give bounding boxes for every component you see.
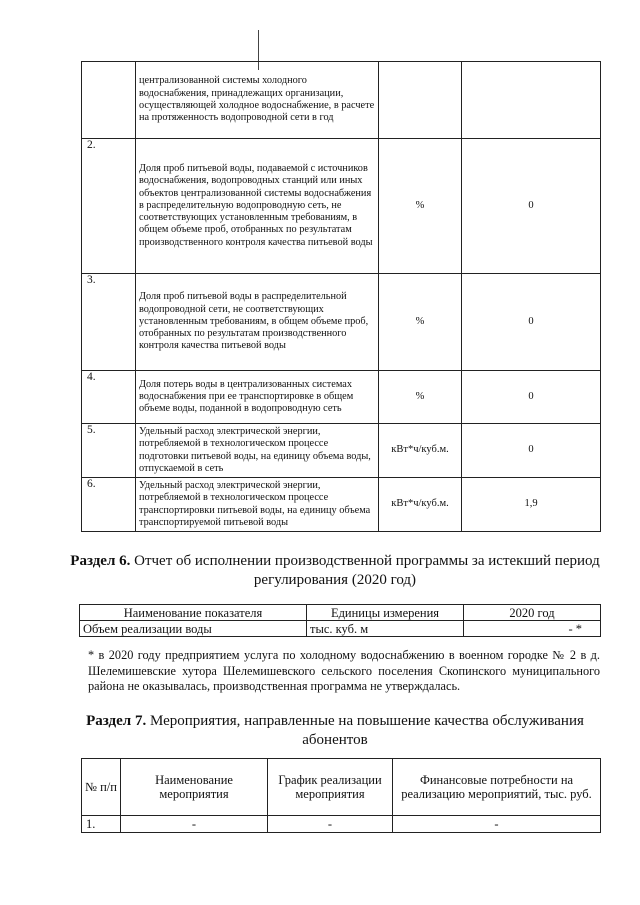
indicator-unit: [379, 62, 462, 139]
table-header-row: [82, 759, 601, 816]
table-cell: тыс. куб. м: [307, 621, 464, 637]
section-6-title: Отчет об исполнении производственной программы за истекший период регулирования (2020 год): [130, 553, 600, 588]
table-row: [82, 478, 601, 532]
table-cell: -: [393, 816, 601, 833]
table-cell: -: [121, 816, 268, 833]
indicator-unit: %: [379, 371, 462, 424]
column-header: Единицы измерения: [307, 605, 464, 621]
production-report-table: [79, 604, 601, 637]
measures-table: [81, 758, 601, 833]
column-header: Наименование мероприятия: [121, 759, 268, 816]
section-7-heading: [55, 712, 615, 750]
indicator-name: Доля потерь воды в централизованных системах водоснабжения при ее транспортировке в общем объеме воды, поданной в водопроводную сеть: [136, 371, 379, 424]
column-header: График реализации мероприятия: [268, 759, 393, 816]
table-row: [82, 139, 601, 274]
table-cell: -: [268, 816, 393, 833]
indicator-value: 1,9: [462, 478, 601, 532]
section-7-label: Раздел 7.: [86, 713, 147, 729]
section-6-label: Раздел 6.: [70, 553, 131, 569]
indicator-name: централизованной системы холодного водоснабжения, принадлежащих организации, осуществляющей холодное водоснабжение, в расчете на протяженность водопроводной сети в год: [136, 62, 379, 139]
table-cell: 1.: [82, 816, 121, 833]
table-cell: - *: [464, 621, 601, 637]
table-row: [82, 371, 601, 424]
indicator-value: 0: [462, 274, 601, 371]
indicator-unit: %: [379, 274, 462, 371]
row-number: [82, 62, 136, 139]
table-row: [82, 274, 601, 371]
row-number: 5.: [82, 424, 136, 478]
footnote: * в 2020 году предприятием услуга по холодному водоснабжению в военном городке № 2 в д. Шелемишевские хутора Шелемишевского сельского поселения Скопинского муниципального района не оказывалась, производственная программа не утверждалась.: [88, 648, 600, 693]
column-header: № п/п: [82, 759, 121, 816]
indicator-name: Удельный расход электрической энергии, потребляемой в технологическом процессе транспортировки питьевой воды, на единицу объема транспортируемой питьевой воды: [136, 478, 379, 532]
table-row: [80, 621, 601, 637]
table-row: [82, 62, 601, 139]
row-number: 3.: [82, 274, 136, 371]
indicator-value: [462, 62, 601, 139]
row-number: 2.: [82, 139, 136, 274]
column-header: 2020 год: [464, 605, 601, 621]
row-number: 6.: [82, 478, 136, 532]
column-header: Наименование показателя: [80, 605, 307, 621]
indicator-unit: %: [379, 139, 462, 274]
indicator-value: 0: [462, 424, 601, 478]
table-row: [82, 816, 601, 833]
section-6-heading: [55, 552, 615, 590]
indicator-unit: кВт*ч/куб.м.: [379, 478, 462, 532]
row-number: 4.: [82, 371, 136, 424]
column-header: Финансовые потребности на реализацию мероприятий, тыс. руб.: [393, 759, 601, 816]
indicator-value: 0: [462, 371, 601, 424]
indicator-name: Удельный расход электрической энергии, потребляемой в технологическом процессе подготовки питьевой воды, на единицу объема воды, отпускаемой в сеть: [136, 424, 379, 478]
indicator-value: 0: [462, 139, 601, 274]
indicator-name: Доля проб питьевой воды в распределительной водопроводной сети, не соответствующих установленным требованиям, в общем объеме проб, отобранных по результатам производственного контроля качества питьевой воды: [136, 274, 379, 371]
table-row: [82, 424, 601, 478]
indicator-name: Доля проб питьевой воды, подаваемой с источников водоснабжения, водопроводных станций или иных объектов централизованной системы водоснабжения в распределительную водопроводную сеть, не соответствующих установленным требованиям, в общем объеме проб, отобранных по результатам производственного контроля качества питьевой воды: [136, 139, 379, 274]
indicators-table: [81, 61, 601, 532]
table-header-row: [80, 605, 601, 621]
section-7-title: Мероприятия, направленные на повышение качества обслуживания абонентов: [146, 713, 584, 748]
table-cell: Объем реализации воды: [80, 621, 307, 637]
indicator-unit: кВт*ч/куб.м.: [379, 424, 462, 478]
